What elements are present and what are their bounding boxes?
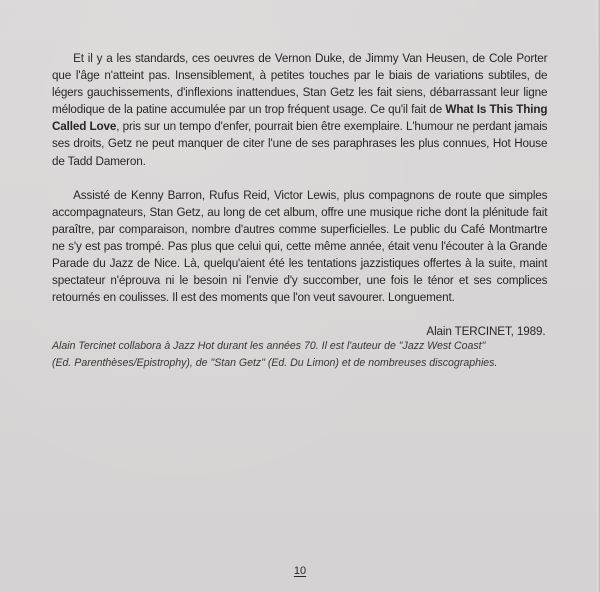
page-number-value: 10	[293, 565, 307, 577]
paragraph-musicians: Assisté de Kenny Barron, Rufus Reid, Victor Lewis, plus compagnons de route que simples accompagnateurs, Stan Getz, au long de cet album, offre une musique riche dont la plénitude fait paraître, par comparaison, nombre d'autres comme superficielles. Le public du Café Montmartre ne s'y est pas trompé. Pas plus que celui qui, cette même année, était venu l'écouter à la Grande Parade du Jazz de Nice. Là, quelqu'aient été les tentations jazzistiques offertes à la suite, maint spectateur n'éprouva ni le besoin ni l'envie d'y succomber, une fois le ténor et ses complices retournés en coulisses. Il est des moments que l'on veut savourer. Longuement.	[52, 187, 548, 305]
page-number	[0, 565, 600, 577]
author-signature: Alain TERCINET, 1989.	[426, 324, 546, 339]
paragraph-standards-text-2: , pris sur un tempo d'enfer, pourrait bien être exemplaire. L'humour ne perdant jamais ses droits, Getz ne peut manquer de citer l'une de ses paraphrases les plus connues, Hot House de Tadd Dameron.	[52, 119, 548, 168]
author-note-line-1: Alain Tercinet collabora à Jazz Hot durant les années 70. Il est l'auteur de "Jazz West Coast"	[52, 340, 486, 352]
author-note-line-2: (Ed. Parenthèses/Epistrophy), de "Stan Getz" (Ed. Du Limon) et de nombreuses discographies.	[52, 357, 498, 369]
liner-notes-body	[52, 50, 547, 340]
song-title-what-is-this-thing-called-love: What Is This Thing Called Love	[52, 102, 548, 134]
paragraph-standards	[52, 50, 547, 170]
author-note	[52, 338, 551, 372]
paragraph-standards-text-1: Et il y a les standards, ces oeuvres de Vernon Duke, de Jimmy Van Heusen, de Cole Porter que l'âge n'atteint pas. Insensiblement, à petites touches par le biais de variations subtiles, de légers gauchissements, d'inflexions inattendues, Stan Getz les fait siens, débarrassant leur ligne mélodique de la patine accumulée par un trop fréquent usage. Ce qu'il fait de	[52, 51, 548, 117]
